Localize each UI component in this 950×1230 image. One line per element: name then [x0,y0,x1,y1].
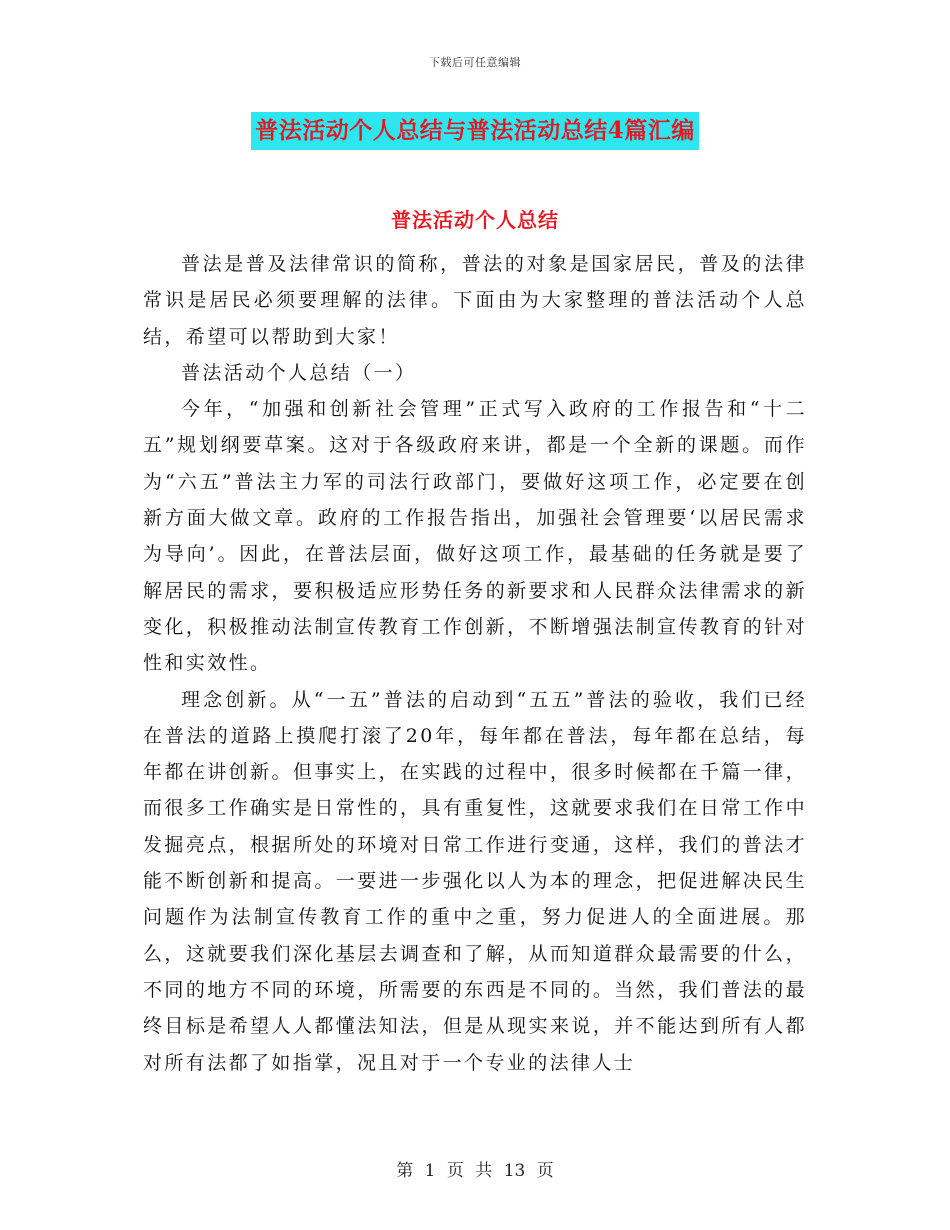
page-footer: 第 1 页 共 13 页 [396,1161,554,1181]
paragraph-subheading: 普法活动个人总结（一） [181,361,417,384]
paragraph-intro: 普法是普及法律常识的简称，普法的对象是国家居民，普及的法律常识是居民必须要理解的法律。下面由为大家整理的普法活动个人总结，希望可以帮助到大家！ [143,253,807,348]
document-body [143,246,807,1081]
paragraph-body-1: 今年，“加强和创新社会管理”正式写入政府的工作报告和“十二五”规划纲要草案。这对于各级政府来讲，都是一个全新的课题。而作为“六五”普法主力军的司法行政部门，要做好这项工作，必定要在创新方面大做文章。政府的工作报告指出，加强社会管理要‘以居民需求为导向’。因此，在普法层面，做好这项工作，最基础的任务就是要了解居民的需求，要积极适应形势任务的新要求和人民群众法律需求的新变化，积极推动法制宣传教育工作创新，不断增强法制宣传教育的针对性和实效性。 [143,398,807,675]
header-note: 下载后可任意编辑 [429,56,521,69]
document-title: 普法活动个人总结与普法活动总结4篇汇编 [251,112,699,150]
document-title-container [0,112,950,150]
section-title: 普法活动个人总结 [391,208,559,232]
paragraph-body-2: 理念创新。从“一五”普法的启动到“五五”普法的验收，我们已经在普法的道路上摸爬打滚了20年，每年都在普法，每年都在总结，每年都在讲创新。但事实上，在实践的过程中，很多时候都在千篇一律，而很多工作确实是日常性的，具有重复性，这就要求我们在日常工作中发掘亮点，根据所处的环境对日常工作进行变通，这样，我们的普法才能不断创新和提高。一要进一步强化以人为本的理念，把促进解决民生问题作为法制宣传教育工作的重中之重，努力促进人的全面进展。那么，这就要我们深化基层去调查和了解，从而知道群众最需要的什么，不同的地方不同的环境，所需要的东西是不同的。当然，我们普法的最终目标是希望人人都懂法知法，但是从现实来说，并不能达到所有人都对所有法都了如指掌，况且对于一个专业的法律人士 [143,688,807,1074]
